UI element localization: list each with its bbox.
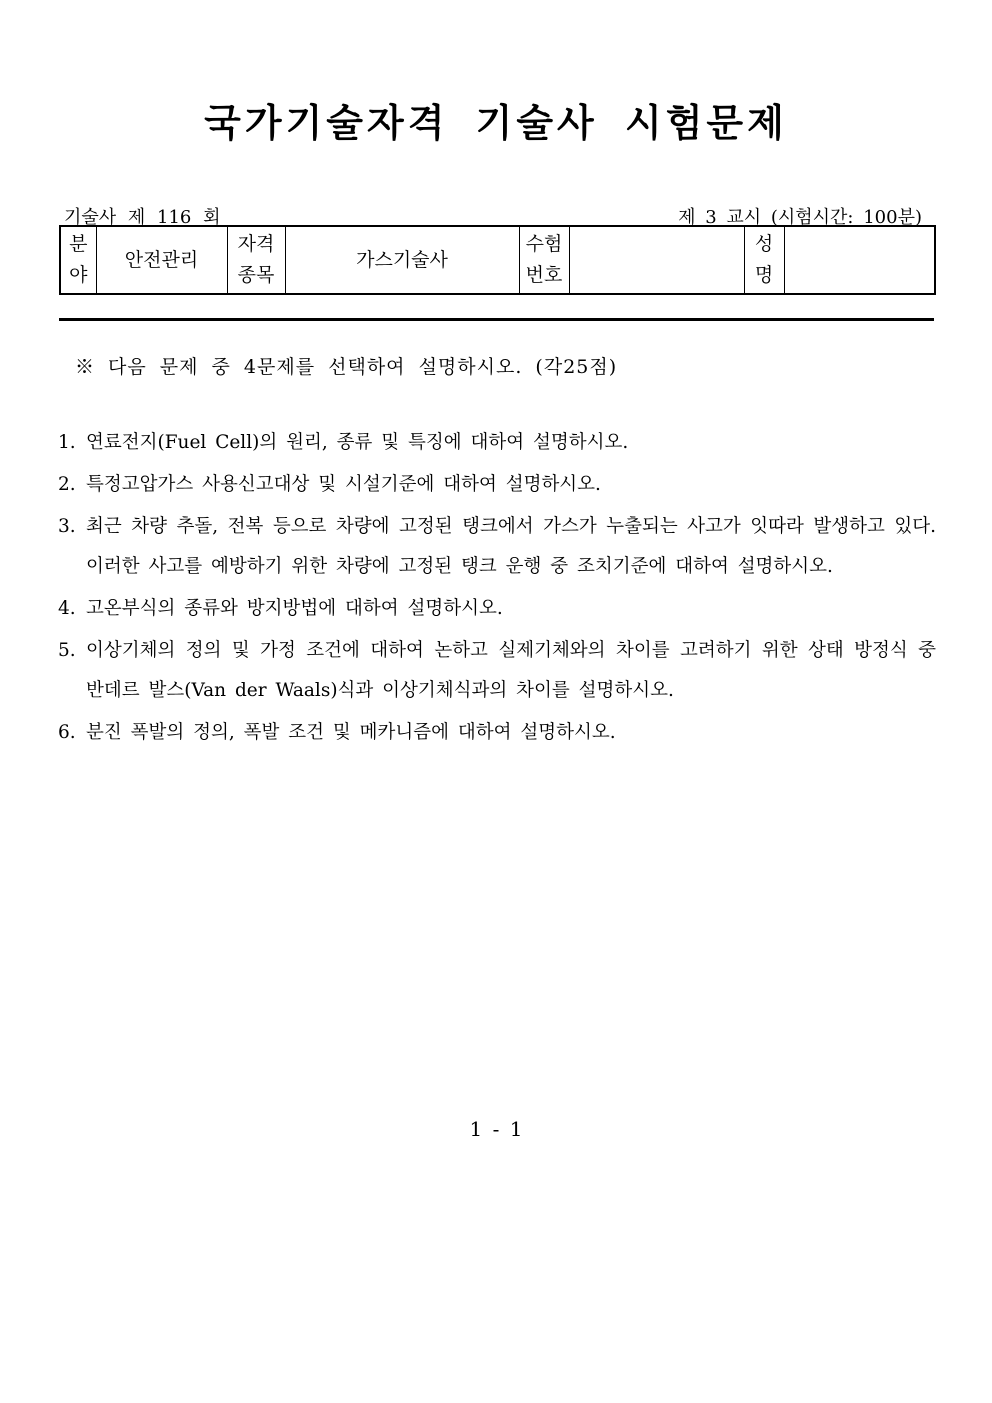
question-item <box>58 713 936 753</box>
question-text: 분진 폭발의 정의, 폭발 조건 및 메카니즘에 대하여 설명하시오. <box>86 722 616 743</box>
question-text: 연료전지(Fuel Cell)의 원리, 종류 및 특징에 대하여 설명하시오. <box>86 432 629 453</box>
question-number: 4. <box>58 598 76 619</box>
name-field[interactable] <box>784 226 935 294</box>
question-item <box>58 507 936 587</box>
question-number: 5. <box>58 640 76 661</box>
question-text: 고온부식의 종류와 방지방법에 대하여 설명하시오. <box>86 598 503 619</box>
exam-session: 기술사 제 116 회 <box>64 207 221 228</box>
item-label-line-1: 자격 <box>237 233 275 255</box>
field-label-line-2: 야 <box>69 264 88 286</box>
question-number: 1. <box>58 432 76 453</box>
exam-number-label-line-1: 수험 <box>525 233 563 255</box>
exam-number-label <box>519 226 569 294</box>
field-label-line-1: 분 <box>69 233 88 255</box>
exam-title: 국가기술자격 기술사 시험문제 <box>204 100 788 145</box>
question-number: 3. <box>58 516 76 537</box>
name-label-line-2: 명 <box>754 264 774 286</box>
field-value: 안전관리 <box>96 226 227 294</box>
question-item <box>58 631 936 711</box>
instruction-text: ※ 다음 문제 중 4문제를 선택하여 설명하시오. (각25점) <box>75 356 618 378</box>
exam-number-field[interactable] <box>569 226 744 294</box>
question-list <box>58 423 936 755</box>
question-text: 특정고압가스 사용신고대상 및 시설기준에 대하여 설명하시오. <box>86 474 601 495</box>
question-number: 6. <box>58 722 76 743</box>
question-item <box>58 465 936 505</box>
exam-number-label-line-2: 번호 <box>525 264 563 286</box>
question-number: 2. <box>58 474 76 495</box>
name-label-line-1: 성 <box>754 233 774 255</box>
exam-period-time: 제 3 교시 (시험시간: 100분) <box>678 207 922 228</box>
question-text: 이상기체의 정의 및 가정 조건에 대하여 논하고 실제기체와의 차이를 고려하기 위한 상태 방정식 중 반데르 발스(Van der Waals)식과 이상기체식과의 차이를 설명하시오. <box>86 640 936 701</box>
item-label <box>227 226 285 294</box>
field-label <box>60 226 96 294</box>
exam-info-table <box>59 225 936 295</box>
page-number: 1 - 1 <box>469 1117 523 1141</box>
question-item <box>58 423 936 463</box>
question-text: 최근 차량 추돌, 전복 등으로 차량에 고정된 탱크에서 가스가 누출되는 사고가 잇따라 발생하고 있다. 이러한 사고를 예방하기 위한 차량에 고정된 탱크 운행 중 조치기준에 대하여 설명하시오. <box>86 516 936 577</box>
question-item <box>58 589 936 629</box>
divider-line <box>59 318 934 321</box>
item-value: 가스기술사 <box>285 226 519 294</box>
name-label <box>744 226 784 294</box>
item-label-line-2: 종목 <box>237 264 275 286</box>
